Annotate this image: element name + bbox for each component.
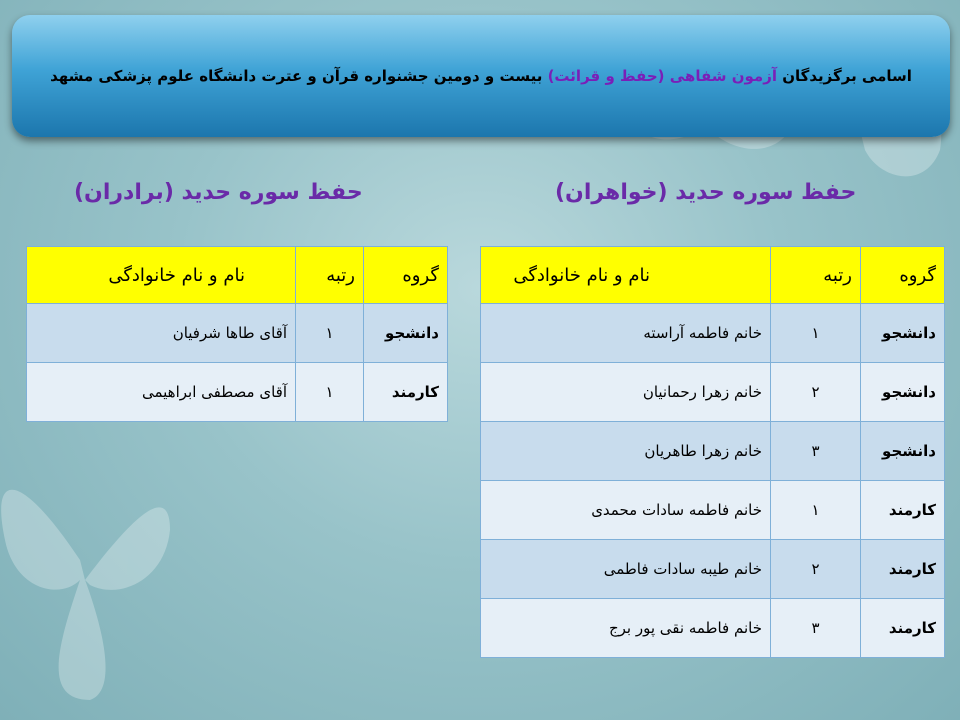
group-cell: کارمند [861,540,945,599]
table-row [481,599,945,658]
sisters-heading: حفظ سوره حدید (خواهران) [555,180,857,205]
banner-title-highlight: آزمون شفاهی (حفظ و قرائت) [547,67,777,85]
table-row [481,422,945,481]
name-cell: خانم زهرا طاهریان [481,422,771,481]
name-cell: خانم زهرا رحمانیان [481,363,771,422]
group-cell: کارمند [861,481,945,540]
name-cell: خانم فاطمه سادات محمدی [481,481,771,540]
column-header-name: نام و نام خانوادگی [27,247,296,304]
name-cell: خانم طیبه سادات فاطمی [481,540,771,599]
banner-title-part3: بیست و دومین جشنواره قرآن و عترت دانشگاه علوم پزشکی مشهد [50,67,548,85]
table-row [481,540,945,599]
sisters-table [480,246,945,658]
rank-cell: ۲ [771,540,861,599]
table-row [481,481,945,540]
banner-title [50,67,912,85]
name-cell: خانم فاطمه نقی پور برج [481,599,771,658]
group-cell: دانشجو [861,304,945,363]
rank-cell: ۱ [296,304,364,363]
rank-cell: ۳ [771,422,861,481]
table-row [481,363,945,422]
group-cell: کارمند [861,599,945,658]
column-header-rank: رتبه [771,247,861,304]
column-header-name: نام و نام خانوادگی [481,247,771,304]
table-row [27,363,448,422]
table-row [481,304,945,363]
table-header-row [27,247,448,304]
rank-cell: ۱ [771,481,861,540]
banner-title-part1: اسامی برگزیدگان [777,67,912,85]
rank-cell: ۲ [771,363,861,422]
rank-cell: ۳ [771,599,861,658]
name-cell: خانم فاطمه آراسته [481,304,771,363]
group-cell: کارمند [364,363,448,422]
rank-cell: ۱ [296,363,364,422]
title-banner [12,15,950,137]
column-header-rank: رتبه [296,247,364,304]
table-row [27,304,448,363]
rank-cell: ۱ [771,304,861,363]
brothers-heading: حفظ سوره حدید (برادران) [74,180,363,205]
group-cell: دانشجو [364,304,448,363]
column-header-group: گروه [364,247,448,304]
table-header-row [481,247,945,304]
name-cell: آقای مصطفی ابراهیمی [27,363,296,422]
brothers-table [26,246,448,422]
group-cell: دانشجو [861,422,945,481]
column-header-group: گروه [861,247,945,304]
name-cell: آقای طاها شرفیان [27,304,296,363]
group-cell: دانشجو [861,363,945,422]
